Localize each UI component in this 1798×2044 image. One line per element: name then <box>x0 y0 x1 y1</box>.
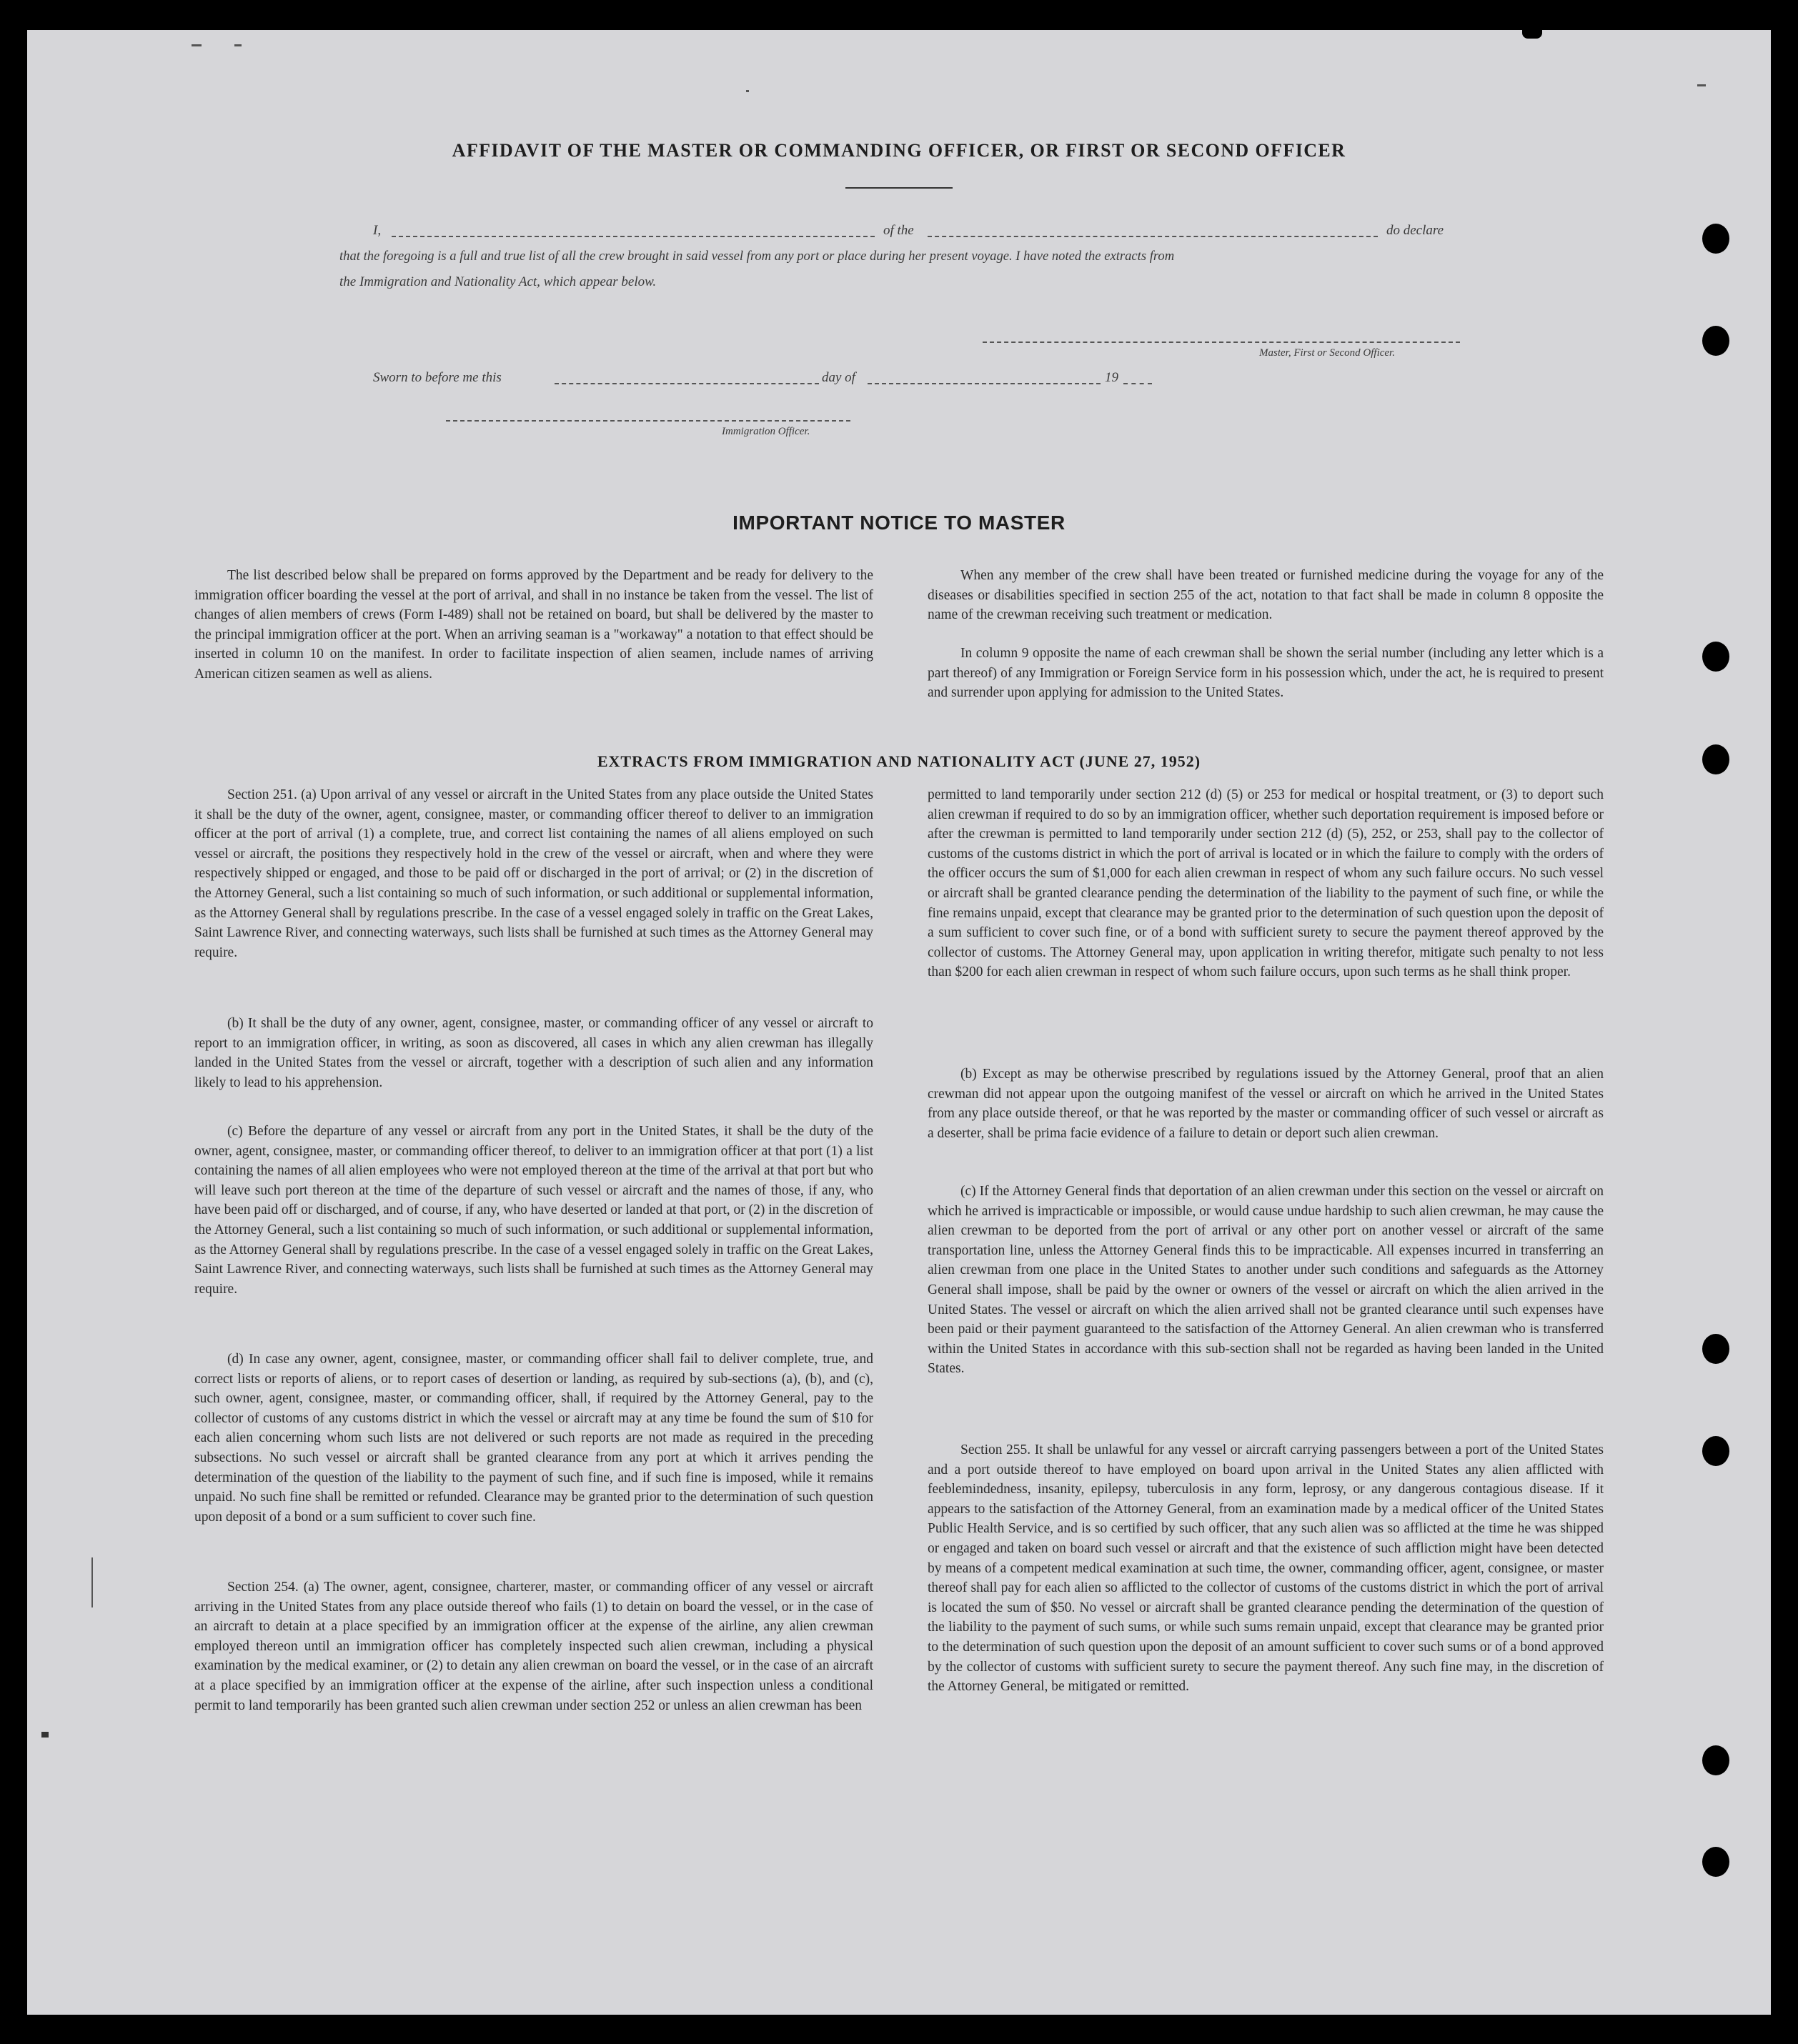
affidavit-statement-line2: the Immigration and Nationality Act, which appear below. <box>339 274 657 289</box>
section-254-b: (b) Except as may be otherwise prescribed by regulations issued by the Attorney General, proof that an alien crewman did not appear upon the outgoing manifest of the vessel or aircraft on which he arrived in the United States from any place outside thereof, or that he was reported by the master or commanding officer of such vessel or aircraft as a deserter, shall be prima facie evidence of a failure to detain or deport such alien crewman. <box>928 1067 1604 1141</box>
immigration-officer-signature-line[interactable] <box>446 420 850 422</box>
sworn-month-blank-line[interactable] <box>868 383 1101 384</box>
title-underline <box>845 187 953 189</box>
section-251-a: Section 251. (a) Upon arrival of any vessel or aircraft in the United States from any place outside the United States it shall be the duty of the owner, agent, consignee, master, or commanding officer thereof to deliver to an immigration officer at the port of arrival (1) a complete, true, and correct list containing the names of all aliens employed on such vessel or aircraft, the positions they respectively hold in the crew of the vessel or aircraft, when and where they were respectively shipped or engaged, and those to be paid off or discharged in the port of arrival; or (2) in the discretion of the Attorney General, such a list containing so much of such information, or such additional or supplemental information, as the Attorney General shall by regulations prescribe. In the case of a vessel engaged solely in traffic on the Great Lakes, Saint Lawrence River, and connecting waterways, such lists shall be furnished at such times as the Attorney General may require. <box>194 787 873 960</box>
section-254-a-continued: permitted to land temporarily under section 212 (d) (5) or 253 for medical or hospital treatment, or (3) to deport such alien crewman if required to do so by an immigration officer, whether such deportation requirement is imposed before or after the crewman is permitted to land temporarily under section 212 (d) (5), 252, or 253, shall pay to the collector of customs of the customs district in which the port of arrival is located or in which the failure to comply with the orders of the officer occurs the sum of $1,000 for each alien crewman in respect of whom any such failure occurs. No such vessel or aircraft shall be granted clearance pending the determination of the liability to the payment of such fine, or while the fine remains unpaid, except that clearance may be granted prior to the determination of such question upon the deposit of a sum sufficient to cover such fine, or of a bond with sufficient surety to secure the payment thereof approved by the collector of customs. The Attorney General may, upon application in writing therefor, mitigate such penalty to not less than $200 for each alien crewman in respect of whom such failure occurs, upon such terms as he shall think proper. <box>928 787 1604 980</box>
sworn-day-of-label: day of <box>822 370 855 385</box>
scan-speck <box>234 44 242 46</box>
section-254-c: (c) If the Attorney General finds that deportation of an alien crewman under this section on the vessel or aircraft on which he arrived is impracticable or impossible, or would cause undue hardship to such alien crewman, he may cause the alien crewman to be deported from the port of arrival or any other port on another vessel or aircraft of the same transportation line, unless the Attorney General finds this to be impracticable. All expenses incurred in transferring an alien crewman from one place in the United States to another under such conditions and safeguards as the Attorney General shall impose, shall be paid by the owner or owners of the vessel or aircraft on which the alien arrived in the United States. The vessel or aircraft on which the alien arrived shall not be granted clearance until such expenses have been paid or their payment guaranteed to the satisfaction of the Attorney General. An alien crewman who is transferred within the United States in accordance with this sub-section shall not be regarded as having been landed in the United States. <box>928 1184 1604 1377</box>
notice-title: IMPORTANT NOTICE TO MASTER <box>732 512 1066 534</box>
affidavit-of-the-label: of the <box>883 223 914 238</box>
notice-left-paragraph: The list described below shall be prepared on forms approved by the Department and be ready for delivery to the immigration officer boarding the vessel at the port of arrival, and shall in no instance be taken from the vessel. The list of changes of alien members of crews (Form I-489) shall not be retained on board, but shall be delivered by the master to the principal immigration officer at the port. When an arriving seaman is a "workaway" a notation to that effect should be inserted in column 10 on the manifest. In order to facilitate inspection of alien seamen, include names of arriving American citizen seamen as well as aliens. <box>194 568 873 682</box>
name-blank-line[interactable] <box>392 236 875 237</box>
section-255: Section 255. It shall be unlawful for any vessel or aircraft carrying passengers between a port of the United States and a port outside thereof to have employed on board upon arrival in the United States any alien afflicted with feeblemindedness, insanity, epilepsy, tuberculosis in any form, leprosy, or any dangerous contagious disease. If it appears to the satisfaction of the Attorney General, from an examination made by a medical officer of the United States Public Health Service, and is so certified by such officer, that any such alien was so afflicted at the time he was shipped or engaged and taken on board such vessel or aircraft and that the existence of such affliction might have been detected by means of a competent medical examination at such time, the owner, commanding officer, agent, consignee, or master thereof shall pay for each alien so afflicted to the collector of customs of the customs district in which the port of arrival is located the sum of $50. No vessel or aircraft shall be granted clearance pending the determination of the question of the liability to the payment of such sums, or while such sums remain unpaid, except that clearance may be granted prior to the determination of such question upon the deposit of an amount sufficient to cover such sums or of a bond approved by the collector of customs with sufficient surety to secure the payment thereof. Any such fine may, in the discretion of the Attorney General, be mitigated or remitted. <box>928 1442 1604 1695</box>
section-254-a: Section 254. (a) The owner, agent, consignee, charterer, master, or commanding officer of any vessel or aircraft arriving in the United States from any place outside thereof who fails (1) to detain on board the vessel, or in the case of an aircraft to detain at a place specified by an immigration officer at the expense of the airline, any alien crewman employed thereon until an immigration officer has completely inspected such alien crewman, including a physical examination by the medical examiner, or (2) to detain any alien crewman on board the vessel, or in the case of an aircraft at a place specified by an immigration officer at the expense of the airline, after such inspection unless a conditional permit to land temporarily has been granted such alien crewman under section 252 or unless an alien crewman has been <box>194 1580 873 1713</box>
punch-hole <box>1702 1334 1729 1364</box>
punch-hole <box>1702 642 1729 672</box>
punch-hole <box>1702 1436 1729 1466</box>
scan-speck <box>746 90 749 92</box>
affidavit-i-label: I, <box>373 223 382 238</box>
affidavit-statement-line1: that the foregoing is a full and true list of all the crew brought in said vessel from any port or place during her present voyage. I have noted the extracts from <box>339 249 1175 264</box>
scan-speck <box>41 1732 49 1738</box>
affidavit-do-declare-label: do declare <box>1386 223 1444 238</box>
sworn-day-blank-line[interactable] <box>555 383 819 384</box>
scan-speck <box>91 1557 93 1607</box>
scan-speck <box>1697 84 1706 86</box>
master-signature-line[interactable] <box>983 342 1460 343</box>
sworn-prefix-label: Sworn to before me this <box>373 370 502 385</box>
affidavit-title: AFFIDAVIT OF THE MASTER OR COMMANDING OFFICER, OR FIRST OR SECOND OFFICER <box>452 140 1346 161</box>
sworn-year-blank-line[interactable] <box>1123 383 1152 384</box>
section-251-c: (c) Before the departure of any vessel or aircraft from any port in the United States, it shall be the duty of the owner, agent, consignee, master, or commanding officer thereof, to deliver to an immigration officer at that port (1) a list containing the names of all alien employees who were not employed thereon at the time of the arrival at that port but who will leave such port thereon at the time of the departure of such vessel or aircraft and the names of those, if any, who have been paid off or discharged, and of course, if any, who have deserted or landed at that port, or (2) in the discretion of the Attorney General, such a list containing so much of such information, or such additional or supplemental information, as the Attorney General shall by regulations prescribe. In the case of a vessel engaged solely in traffic on the Great Lakes, Saint Lawrence River, and connecting waterways, such lists shall be furnished at such times as the Attorney General may require. <box>194 1124 873 1297</box>
extracts-title: EXTRACTS FROM IMMIGRATION AND NATIONALITY ACT (JUNE 27, 1952) <box>597 752 1201 770</box>
section-251-d: (d) In case any owner, agent, consignee, master, or commanding officer shall fail to deliver complete, true, and correct lists or reports of aliens, or to report cases of desertion or landing, as required by sub-sections (a), (b), and (c), such owner, agent, consignee, master, or commanding officer, shall, if required by the Attorney General, pay to the collector of customs of any customs district in which the vessel or aircraft may at any time be found the sum of $10 for each alien concerning whom such lists are not delivered or such reports are not made as required in the preceding subsections. No such vessel or aircraft shall be granted clearance from any port at which it arrives pending the determination of the question of the liability to the payment of such fine, and if such fine is imposed, while it remains unpaid. No such fine shall be remitted or refunded. Clearance may be granted prior to the determination of such question upon deposit of a bond or a sum sufficient to cover such fine. <box>194 1352 873 1525</box>
immigration-officer-caption: Immigration Officer. <box>722 426 810 437</box>
punch-hole <box>1702 1745 1729 1775</box>
notice-right-paragraph-2: In column 9 opposite the name of each crewman shall be shown the serial number (including any letter which is a part thereof) of any Immigration or Foreign Service form in his possession which, under the act, he is required to present and surrender upon applying for admission to the United States. <box>928 646 1604 701</box>
scan-speck <box>192 44 202 46</box>
vessel-blank-line[interactable] <box>928 236 1378 237</box>
master-signature-caption: Master, First or Second Officer. <box>1259 347 1395 359</box>
punch-hole <box>1702 224 1729 254</box>
section-251-b: (b) It shall be the duty of any owner, agent, consignee, master, or commanding officer of any vessel or aircraft to report to an immigration officer, in writing, as soon as discovered, all cases in which any alien crewman has illegally landed in the United States from the vessel or aircraft, together with a description of such alien and any information likely to lead to his apprehension. <box>194 1016 873 1090</box>
sworn-year-prefix: 19 <box>1105 370 1118 385</box>
notice-right-paragraph-1: When any member of the crew shall have been treated or furnished medicine during the voyage for any of the diseases or disabilities specified in section 255 of the act, notation to that fact shall be made in column 8 opposite the name of the crewman receiving such treatment or medication. <box>928 568 1604 623</box>
punch-hole <box>1702 326 1729 356</box>
scan-notch <box>1522 27 1542 39</box>
punch-hole <box>1702 1847 1729 1877</box>
